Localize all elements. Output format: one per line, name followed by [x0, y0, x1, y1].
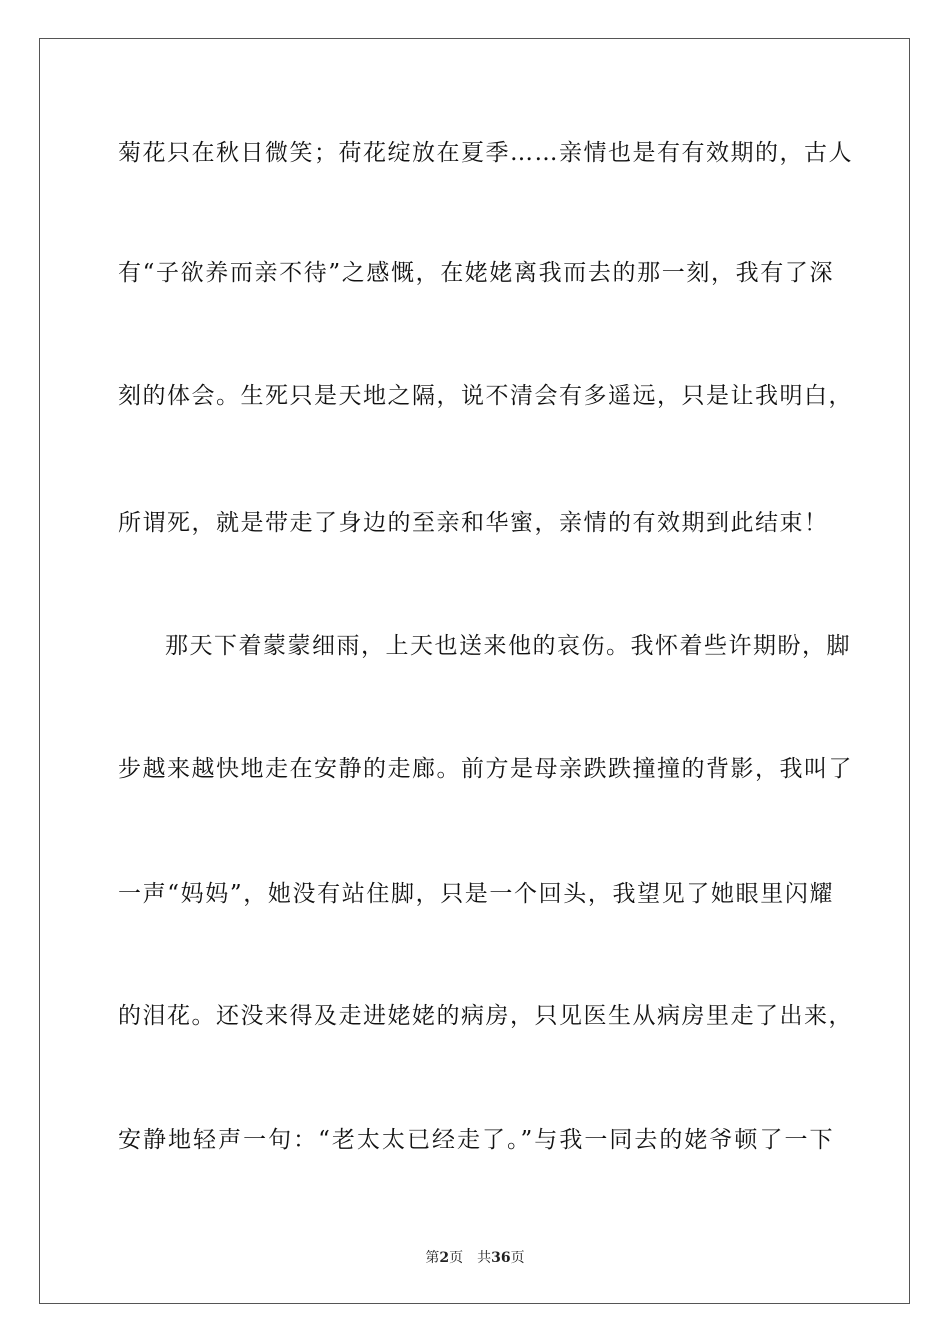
footer-suffix: 页: [510, 1250, 525, 1266]
footer-prefix: 第: [425, 1250, 440, 1266]
page-border: [39, 38, 910, 1304]
text-line: 有“子欲养而亲不待”之感慨，在姥姥离我而去的那一刻，我有了深: [118, 260, 834, 286]
current-page-number: 2: [439, 1250, 450, 1266]
footer-middle: 页 共: [449, 1250, 492, 1266]
text-line: 所谓死，就是带走了身边的至亲和华蜜，亲情的有效期到此结束！: [118, 510, 829, 536]
text-line: 菊花只在秋日微笑；荷花绽放在夏季……亲情也是有有效期的，古人: [118, 140, 853, 166]
text-line: 安静地轻声一句：“老太太已经走了。”与我一同去的姥爷顿了一下: [118, 1127, 834, 1153]
text-line: 的泪花。还没来得及走进姥姥的病房，只见医生从病房里走了出来，: [118, 1003, 853, 1029]
text-line: 刻的体会。生死只是天地之隔，说不清会有多遥远，只是让我明白，: [118, 383, 853, 409]
page-footer: [0, 1249, 950, 1267]
total-page-number: 36: [491, 1250, 511, 1266]
text-line: 那天下着蒙蒙细雨，上天也送来他的哀伤。我怀着些许期盼，脚: [165, 633, 851, 659]
text-line: 步越来越快地走在安静的走廊。前方是母亲跌跌撞撞的背影，我叫了: [118, 756, 853, 782]
text-line: 一声“妈妈”，她没有站住脚，只是一个回头，我望见了她眼里闪耀: [118, 881, 834, 907]
